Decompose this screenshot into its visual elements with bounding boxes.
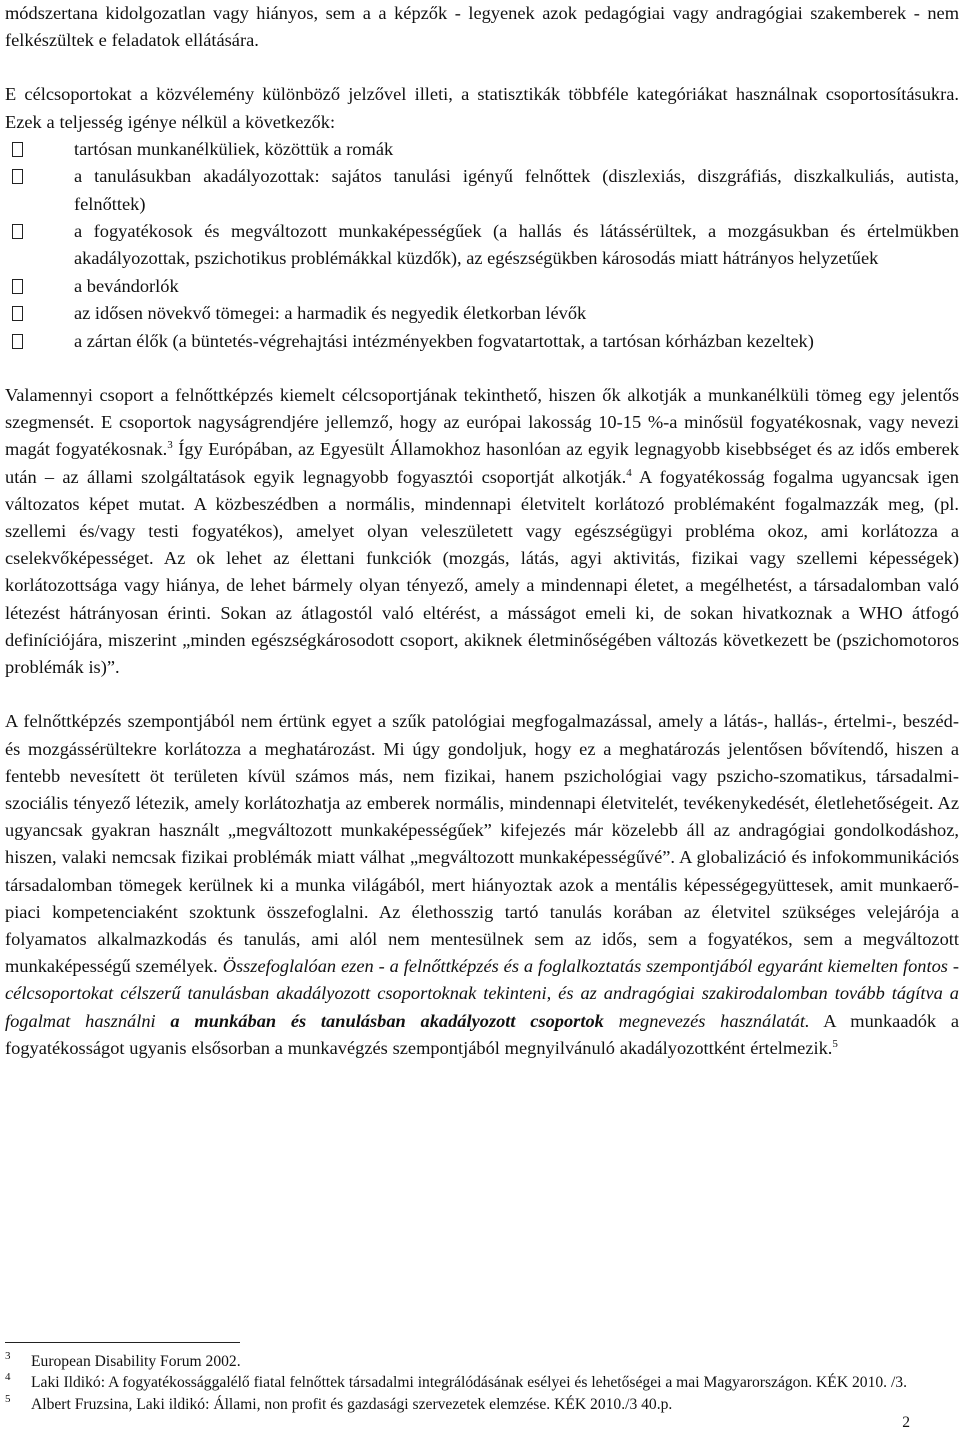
text-run: A fogyatékosság fogalma ugyancsak igen változatos képet mutat. A közbeszédben a normális, mindennapi életvitelt korlátozó problémaként fogalmazzák meg, (pl. szellemi és/vagy testi fogyatékos), amelyet olyan veleszületett vagy egészségügyi probléma okoz, ami korlátozza a cselekvőképességet. Az ok lehet az élettani funkciók (mozgás, látás, agyi aktivitás, fizikai vagy szellemi képességek) korlátozottsága vagy hiánya, de lehet bármely olyan tényező, amely a mindennapi életet, a megélhetést, a társadalomban való létezést hátrányosan érinti. Sokan az átlagostól való eltérést, a másságot emeli ki, de sokan hivatkoznak a WHO átfogó definíciójára, miszerint „minden egészségkárosodott csoport, akiknek életminőségében változás következett be (pszichomotoros problémák is)”. xyxy=(5,466,959,678)
italic-run: Összefoglalóan ezen - a felnőttképzés és a foglalkoztatás szempontjából egyaránt kiemelten fontos - célcsoportokat célszerű tanulásban akadályozott csoportoknak tekinteni, és az andragógiai szakirodalomban tovább tágítva a fogalmat használni xyxy=(5,956,959,1031)
footnote-ref[interactable]: 5 xyxy=(832,1037,838,1050)
list-item-text: a tanulásukban akadályozottak: sajátos tanulási igényű felnőttek (diszlexiás, diszgráfiás, diszkalkuliás, autista, felnőttek) xyxy=(74,166,959,214)
page-number: 2 xyxy=(902,1414,910,1431)
bullet-box-icon xyxy=(12,334,23,349)
footnote-item xyxy=(5,1372,955,1393)
list-item xyxy=(5,218,959,273)
bullet-box-icon xyxy=(12,306,23,321)
footnote-ref[interactable]: 3 xyxy=(167,439,173,452)
paragraph-target-groups: E célcsoportokat a közvélemény különböző jelzővel illeti, a statisztikák többféle kategóriákat használnak csoportosításukra. Ezek a teljesség igénye nélkül a következők: xyxy=(5,84,959,132)
target-group-list xyxy=(5,136,959,355)
document-page xyxy=(5,0,959,1062)
list-item-text: a fogyatékosok és megváltozott munkaképességűek (a hallás és látássérültek, a mozgásukban és értelmükben akadályozottak, pszichotikus problémákkal küzdők), az egészségükben károsodás miatt hátrányos helyzetűek xyxy=(74,221,959,269)
footnote-number: 3 xyxy=(5,1350,11,1362)
footnote-divider xyxy=(5,1342,240,1343)
bullet-box-icon xyxy=(12,279,23,294)
text-run: Így Európában, az Egyesült Államokhoz hasonlóan az egyik legnagyobb kisebbséget és az idős emberek után – az állami szolgáltatások egyik legnagyobb fogyasztói csoportját alkotják. xyxy=(5,439,960,487)
footnote-number: 5 xyxy=(5,1392,11,1405)
footnote-number: 4 xyxy=(5,1371,11,1384)
footnote-text: Albert Fruzsina, Laki ildikó: Állami, non profit és gazdasági szervezetek elemzése. KÉK 2010./3 40.p. xyxy=(31,1395,673,1413)
list-item-text: az idősen növekvő tömegei: a harmadik és negyedik életkorban lévők xyxy=(74,303,587,324)
list-item xyxy=(5,300,959,327)
paragraph-intro: módszertana kidolgozatlan vagy hiányos, sem a a képzők - legyenek azok pedagógiai vagy andragógiai szakemberek - nem felkészültek e feladatok ellátására. xyxy=(5,3,959,51)
list-item-text: tartósan munkanélküliek, közöttük a romák xyxy=(74,138,394,159)
list-item-text: a zártan élők (a büntetés-végrehajtási intézményekben fogvatartottak, a tartósan kórházban kezeltek) xyxy=(74,330,814,351)
list-item xyxy=(5,273,959,300)
footnote-text: Laki Ildikó: A fogyatékossággalélő fiatal felnőttek társadalmi integrálódásának esélyei és lehetőségei a mai Magyarországon. KÉK 2010. /3. xyxy=(31,1374,908,1392)
footnote-ref[interactable]: 4 xyxy=(626,466,632,479)
list-item xyxy=(5,163,959,218)
footnote-text: European Disability Forum 2002. xyxy=(31,1353,241,1370)
bullet-box-icon xyxy=(12,169,23,184)
bullet-box-icon xyxy=(12,224,23,239)
footnote-item xyxy=(5,1351,955,1372)
footnotes xyxy=(5,1342,955,1415)
text-run: Valamennyi csoport a felnőttképzés kiemelt célcsoportjának tekinthető, hiszen ők alkotják a munkanélküli tömeg egy jelentős szegmensét. E csoportok nagyságrendjére jellemző, hogy az európai lakosság 10-15 %-a minősül fogyatékosnak, vagy nevezi magát fogyatékosnak. xyxy=(5,385,959,460)
footnote-item xyxy=(5,1394,955,1415)
text-run: A munkaadók a fogyatékosságot ugyanis elsősorban a munkavégzés szempontjából megnyilvánuló akadályozottként értelmezik. xyxy=(5,1010,959,1058)
paragraph-adult-education xyxy=(5,708,959,1062)
paragraph-disability xyxy=(5,382,959,681)
text-run: A felnőttképzés szempontjából nem értünk egyet a szűk patológiai megfogalmazással, amely a látás-, hallás-, értelmi-, beszéd- és mozgássérültekre korlátozza a meghatározást. Mi úgy gondoljuk, hogy ez a meghatározás jelentősen bővítendő, hiszen a fentebb nevesített öt területen kívül számos más, nem fizikai, hanem pszichológiai vagy pszicho-szomatikus, társadalmi-szociális tényező létezik, amely korlátozhatja az emberek normális, mindennapi életvitelét, tevékenykedését, életlehetőségeit. Az ugyancsak gyakran használt „megváltozott munkaképességűek” kifejezés már közelebb áll az andragógiai gondolkodáshoz, hiszen, valaki nemcsak fizikai problémák miatt válhat „megváltozott munkaképességűvé”. A globalizáció és infokommunikációs társadalomban tömegek kerülnek ki a munka világából, mert hiányoztak azok a mentális képességegyüttesek, amit munkaerő-piaci kompetenciaként szoktunk összefoglalni. Az élethosszig tartó tanulás korában az életvitel szükséges velejárója a folyamatos alkalmazkodás és tanulás, ami alól nem mentesülnek sem az idős, sem a fogyatékos, sem a megváltozott munkaképességű személyek. xyxy=(5,711,959,977)
list-item xyxy=(5,328,959,355)
list-item-text: a bevándorlók xyxy=(74,275,179,296)
bullet-box-icon xyxy=(12,142,23,157)
bold-italic-run: a munkában és tanulásban akadályozott csoportok xyxy=(170,1010,604,1031)
italic-run: megnevezés használatát. xyxy=(603,1010,810,1031)
list-item xyxy=(5,136,959,163)
